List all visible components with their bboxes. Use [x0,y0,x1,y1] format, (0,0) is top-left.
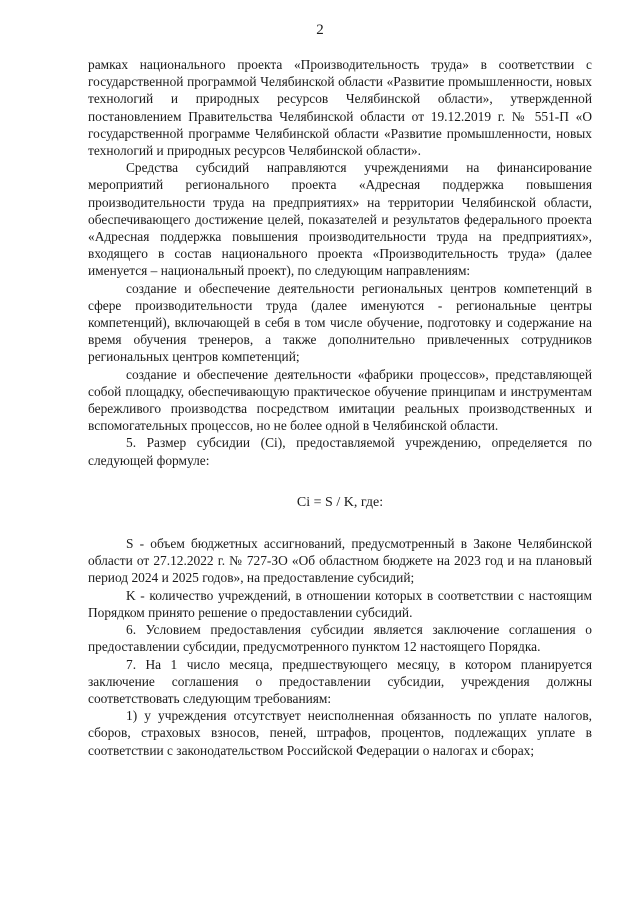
paragraph-definition-s: S - объем бюджетных ассигнований, предусмотренный в Законе Челябинской области от 27.12.2022 г. № 727-ЗО «Об областном бюджете на 2023 год и на плановый период 2024 и 2025 годов», на предоставление субсидий; [88,536,592,586]
page-number: 2 [316,22,324,38]
paragraph-item-5: 5. Размер субсидии (Ci), предоставляемой учреждению, определяется по следующей формуле: [88,435,592,468]
paragraph-subsidy-funds: Средства субсидий направляются учреждениями на финансирование мероприятий регионального проекта «Адресная поддержка повышения производительности труда на предприятиях» на территории Челябинской области, обеспечивающего достижение целей, показателей и результатов федерального проекта «Адресная поддержка повышения производительности труда на предприятиях», входящего в состав национального проекта «Производительность труда» (далее именуется – национальный проект), по следующим направлениям: [88,160,592,279]
paragraph-item-6: 6. Условием предоставления субсидии является заключение соглашения о предоставлении субсидии, предусмотренного пунктом 12 настоящего Порядка. [88,622,592,655]
formula: Ci = S / K, где: [296,494,384,510]
paragraph-continuation: рамках национального проекта «Производительность труда» в соответствии с государственной программой Челябинской области «Развитие промышленности, новых технологий и природных ресурсов Челябинской области», утвержденной постановлением Правительства Челябинской области от 19.12.2019 г. № 551-П «О государственной программе Челябинской области «Развитие промышленности, новых технологий и природных ресурсов Челябинской области». [88,57,592,159]
paragraph-item-7: 7. На 1 число месяца, предшествующего месяцу, в котором планируется заключение соглашения о предоставлении субсидии, учреждения должны соответствовать следующим требованиям: [88,656,592,706]
paragraph-requirement-1: 1) у учреждения отсутствует неисполненная обязанность по уплате налогов, сборов, страховых взносов, пеней, штрафов, процентов, подлежащих уплате в соответствии с законодательством Российской Федерации о налогах и сборах; [88,708,592,758]
document-body [88,56,592,759]
paragraph-definition-k: K - количество учреждений, в отношении которых в соответствии с настоящим Порядком принято решение о предоставлении субсидий. [88,587,592,620]
paragraph-direction-competence-centers: создание и обеспечение деятельности региональных центров компетенций в сфере производительности труда (далее именуются - региональные центры компетенций), включающей в себя в том числе обучение, подготовку и содержание на время обучения тренеров, а также дополнительно привлеченных сотрудников региональных центров компетенций; [88,280,592,365]
paragraph-direction-process-factory: создание и обеспечение деятельности «фабрики процессов», представляющей собой площадку, обеспечивающую практическое обучение принципам и инструментам бережливого производства посредством имитации реальных производственных и вспомогательных процессов, но не более одной в Челябинской области. [88,366,592,434]
